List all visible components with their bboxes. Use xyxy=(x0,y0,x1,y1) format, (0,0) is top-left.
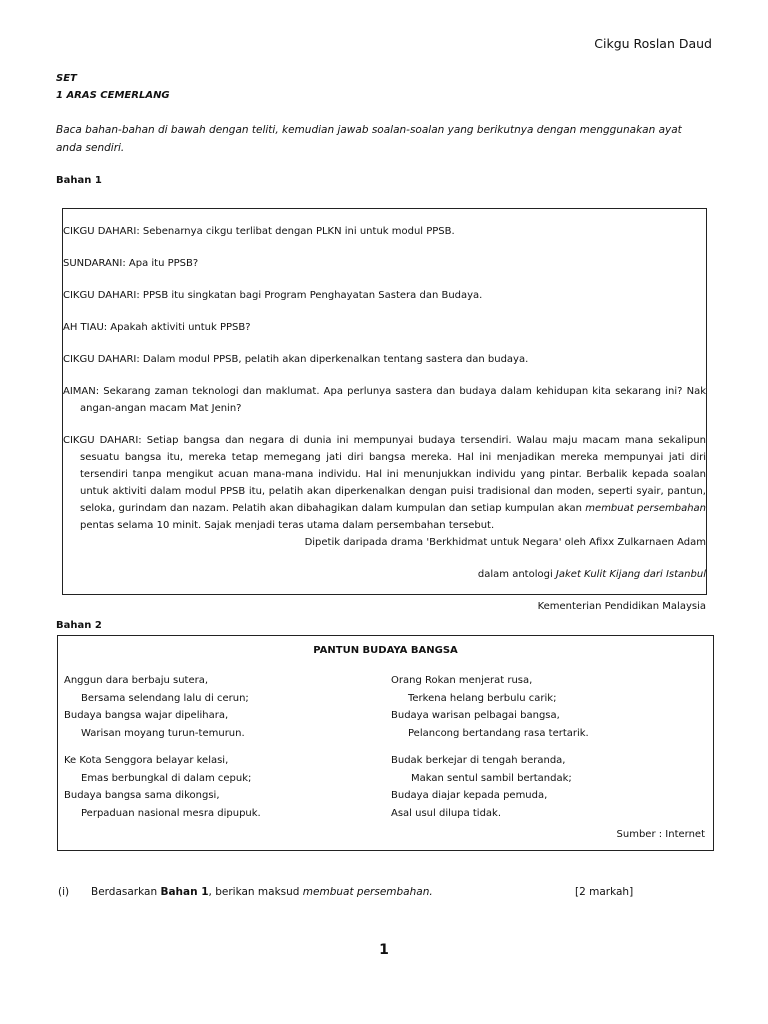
pantun-line: Budaya diajar kepada pemuda, xyxy=(391,790,548,801)
bahan2-box xyxy=(57,635,714,851)
question-mid: , berikan maksud xyxy=(208,886,300,898)
citation-anthology-title: Jaket Kulit Kijang dari Istanbul xyxy=(555,569,706,580)
instructions: Baca bahan-bahan di bawah dengan teliti, kemudian jawab soalan-soalan yang berikutnya dengan menggunakan ayat anda sendiri. xyxy=(56,124,682,154)
bahan1-dialogue xyxy=(63,223,706,630)
page-number: 1 xyxy=(379,942,389,958)
pantun-line: Asal usul dilupa tidak. xyxy=(391,807,502,819)
level-label: 1 ARAS CEMERLANG xyxy=(56,90,170,101)
dialogue-line: CIKGU DAHARI: PPSB itu singkatan bagi Program Penghayatan Sastera dan Budaya. xyxy=(63,290,483,301)
pantun-line: Budaya bangsa sama dikongsi, xyxy=(64,790,220,801)
citation-publisher: Kementerian Pendidikan Malaysia xyxy=(537,601,706,612)
question-prefix: Berdasarkan xyxy=(91,886,158,898)
question-bold: Bahan 1 xyxy=(160,886,209,898)
pantun-line: Perpaduan nasional mesra dipupuk. xyxy=(81,807,261,819)
pantun-source: Sumber : Internet xyxy=(616,829,705,840)
dialogue-line: CIKGU DAHARI: Sebenarnya cikgu terlibat dengan PLKN ini untuk modul PPSB. xyxy=(63,226,455,237)
pantun-stanza xyxy=(391,752,589,822)
pantun-line: Orang Rokan menjerat rusa, xyxy=(391,675,533,686)
dialogue-line: CIKGU DAHARI: Dalam modul PPSB, pelatih akan diperkenalkan tentang sastera dan budaya. xyxy=(63,354,529,365)
bahan1-box xyxy=(62,208,707,612)
pantun-line: Terkena helang berbulu carik; xyxy=(408,692,557,704)
pantun-title: PANTUN BUDAYA BANGSA xyxy=(313,645,458,656)
dialogue-line: AH TIAU: Apakah aktiviti untuk PPSB? xyxy=(63,322,251,333)
pantun-right-column xyxy=(391,672,589,832)
dialogue-line: AIMAN: Sekarang zaman teknologi dan maklumat. Apa perlunya sastera dan budaya dalam kehidupan kita sekarang ini? Nak angan-angan macam Mat Jenin? xyxy=(63,386,706,414)
pantun-line: Budak berkejar di tengah beranda, xyxy=(391,755,566,766)
set-heading xyxy=(56,70,170,104)
pantun-line: Ke Kota Senggora belayar kelasi, xyxy=(64,755,229,766)
pantun-stanza xyxy=(64,672,261,742)
dialogue-line: SUNDARANI: Apa itu PPSB? xyxy=(63,258,199,269)
question-marks: [2 markah] xyxy=(575,886,634,898)
dialogue-main: CIKGU DAHARI: Setiap bangsa dan negara di dunia ini mempunyai budaya tersendiri. Walau maju macam mana sekalipun sesuatu bangsa itu, mereka tetap memegang jati diri bangsa mereka. Hal ini menjadikan mereka mempunyai jati diri tersendiri tanpa mengikut acuan mana-mana individu. Hal ini menunjukkan individu yang pintar. Berbalik kepada soalan untuk aktiviti dalam modul PPSB itu, pelatih akan diperkenalkan dengan puisi tradisional dan moden, seperti syair, pantun, seloka, gurindam dan nazam. Pelatih akan dibahagikan dalam kumpulan dan setiap kumpulan akan xyxy=(63,435,706,514)
pantun-line: Pelancong bertandang rasa tertarik. xyxy=(408,727,589,739)
question-italic: membuat persembahan. xyxy=(302,886,433,898)
pantun-line: Bersama selendang lalu di cerun; xyxy=(81,692,249,704)
pantun-stanza xyxy=(391,672,589,742)
bahan1-label: Bahan 1 xyxy=(56,175,102,186)
pantun-line: Anggun dara berbaju sutera, xyxy=(64,675,209,686)
pantun-line: Makan sentul sambil bertandak; xyxy=(411,772,572,784)
pantun-line: Emas berbungkal di dalam cepuk; xyxy=(81,772,252,784)
pantun-line: Warisan moyang turun-temurun. xyxy=(81,727,245,739)
pantun-stanza xyxy=(64,752,261,822)
citation-anthology-prefix: dalam antologi xyxy=(477,569,553,580)
pantun-line: Budaya warisan pelbagai bangsa, xyxy=(391,710,560,721)
pantun-left-column xyxy=(64,672,261,832)
author-header: Cikgu Roslan Daud xyxy=(594,36,712,51)
dialogue-italic: membuat persembahan xyxy=(585,503,707,514)
question-number: (i) xyxy=(58,886,70,898)
pantun-line: Budaya bangsa wajar dipelihara, xyxy=(64,710,229,721)
dialogue-tail: pentas selama 10 minit. Sajak menjadi teras utama dalam persembahan tersebut. xyxy=(80,520,495,531)
question-text xyxy=(91,886,433,898)
bahan2-label: Bahan 2 xyxy=(56,620,102,631)
citation-drama: Dipetik daripada drama 'Berkhidmat untuk Negara' oleh Afixx Zulkarnaen Adam xyxy=(304,537,706,548)
dialogue-line-long xyxy=(63,432,706,534)
set-label: SET xyxy=(56,73,77,84)
citation-anthology xyxy=(63,566,706,583)
